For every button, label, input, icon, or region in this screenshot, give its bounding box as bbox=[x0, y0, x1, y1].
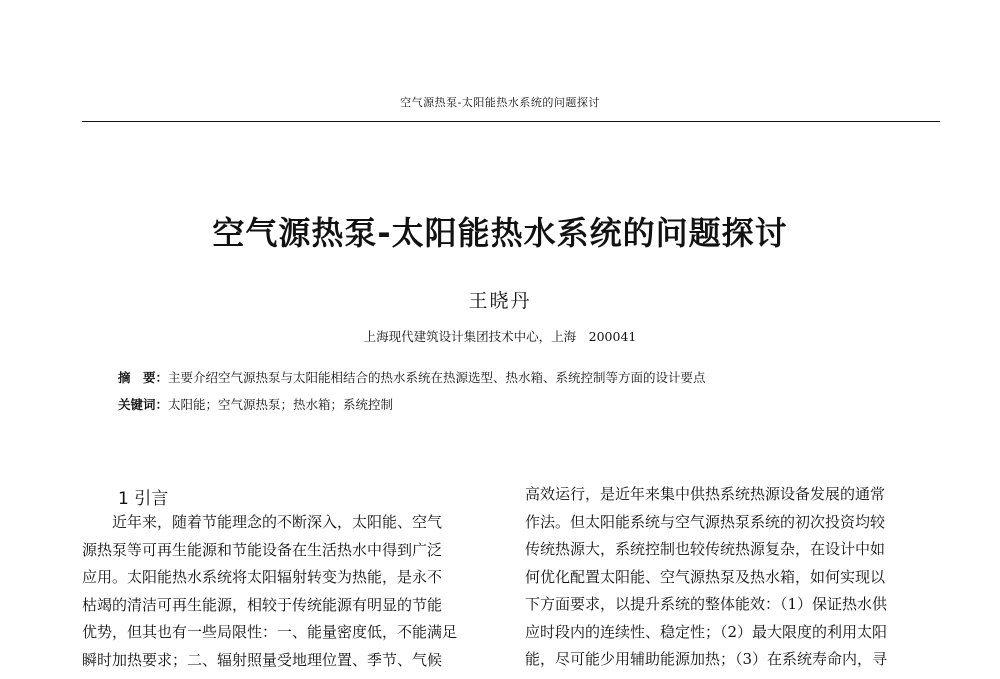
keywords-label: 关键词： bbox=[118, 397, 169, 412]
author-affiliation: 上海现代建筑设计集团技术中心，上海 200041 bbox=[363, 329, 637, 344]
author-name: 王晓丹 bbox=[468, 290, 532, 312]
section-heading: 1 引言 bbox=[118, 489, 169, 509]
running-head: 空气源热泵-太阳能热水系统的问题探讨 bbox=[400, 96, 600, 109]
body-line: 优势，但其也有一些局限性：一、能量密度低，不能满足 bbox=[82, 623, 458, 641]
left-column bbox=[82, 509, 500, 674]
body-line: 下方面要求，以提升系统的整体能效：（1）保证热水供 bbox=[525, 595, 888, 613]
body-line: 传统热源大，系统控制也较传统热源复杂，在设计中如 bbox=[525, 540, 886, 558]
abstract bbox=[118, 368, 706, 386]
keywords-text: 太阳能；空气源热泵；热水箱；系统控制 bbox=[168, 397, 394, 412]
abstract-text: 主要介绍空气源热泵与太阳能相结合的热水系统在热源选型、热水箱、系统控制等方面的设计要点 bbox=[168, 370, 706, 385]
right-column bbox=[525, 481, 945, 674]
abstract-label: 摘 要： bbox=[118, 370, 169, 385]
body-line: 瞬时加热要求；二、辐射照量受地理位置、季节、气候 bbox=[82, 650, 443, 669]
header-rule bbox=[82, 121, 940, 122]
body-line: 作法。但太阳能系统与空气源热泵系统的初次投资均较 bbox=[525, 512, 886, 531]
keywords bbox=[118, 395, 393, 413]
body-line: 应用。太阳能热水系统将太阳辐射转变为热能，是永不 bbox=[82, 568, 443, 586]
body-line: 应时段内的连续性、稳定性；（2）最大限度的利用太阳 bbox=[525, 622, 888, 641]
body-line: 近年来，随着节能理念的不断深入，太阳能、空气 bbox=[112, 513, 443, 531]
body-line: 何优化配置太阳能、空气源热泵及热水箱，如何实现以 bbox=[525, 567, 886, 586]
body-line: 枯竭的清洁可再生能源，相较于传统能源有明显的节能 bbox=[82, 595, 443, 614]
body-line: 能，尽可能少用辅助能源加热；（3）在系统寿命内，寻 bbox=[525, 650, 888, 668]
paper-title: 空气源热泵-太阳能热水系统的问题探讨 bbox=[212, 214, 788, 252]
body-line: 高效运行，是近年来集中供热系统热源设备发展的通常 bbox=[525, 485, 886, 503]
body-line: 源热泵等可再生能源和节能设备在生活热水中得到广泛 bbox=[82, 540, 443, 559]
